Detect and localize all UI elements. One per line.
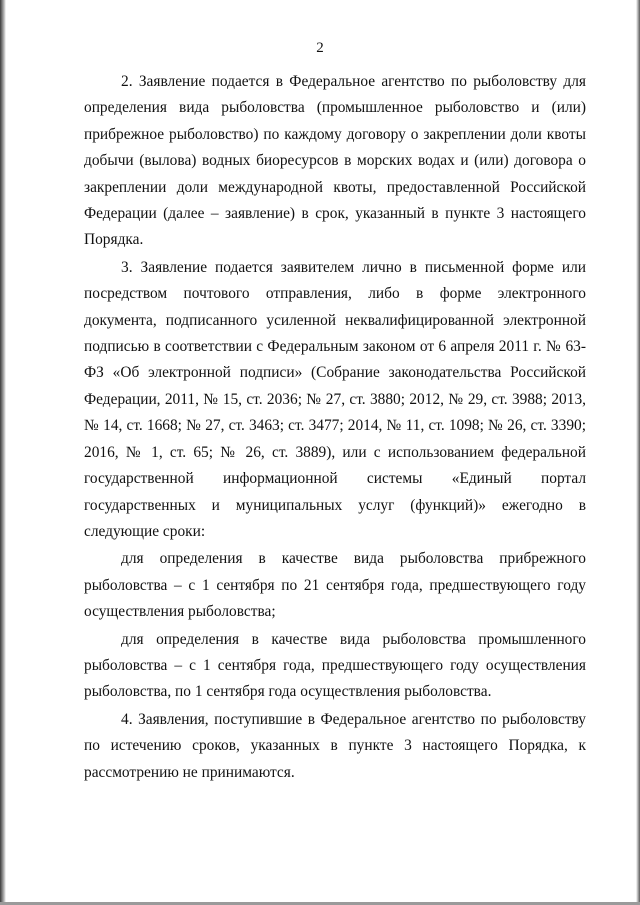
paragraph-item-2: 2. Заявление подается в Федеральное агентство по рыболовству для определения вида рыболовства (промышленное рыболовство и (или) прибрежное рыболовство) по каждому договору о закреплении доли квоты добычи (вылова) водных биоресурсов в морских водах и (или) договора о закреплении доли международной квоты, предоставленной Российской Федерации (далее – заявление) в срок, указанный в пункте 3 настоящего Порядка. xyxy=(84,73,586,249)
document-body xyxy=(84,69,586,786)
paragraph-item-3: 3. Заявление подается заявителем лично в письменной форме или посредством почтового отправления, либо в форме электронного документа, подписанного усиленной неквалифицированной электронной подписью в соответствии с Федеральным законом от 6 апреля 2011 г. № 63-ФЗ «Об электронной подписи» (Собрание законодательства Российской Федерации, 2011, № 15, ст. 2036; № 27, ст. 3880; 2012, № 29, ст. 3988; 2013, № 14, ст. 1668; № 27, ст. 3463; ст. 3477; 2014, № 11, ст. 1098; № 26, ст. 3390; 2016, № 1, ст. 65; № 26, ст. 3889), или с использованием федеральной государственной информационной системы «Единый портал государственных и муниципальных услуг (функций)» ежегодно в следующие сроки: xyxy=(84,258,586,540)
paragraph-deadline-industrial: для определения в качестве вида рыболовства промышленного рыболовства – с 1 сентября года, предшествующего году осуществления рыболовства, по 1 сентября года осуществления рыболовства. xyxy=(84,630,586,701)
scan-edge-left xyxy=(0,0,6,905)
paragraph-item-4: 4. Заявления, поступившие в Федеральное агентство по рыболовству по истечению сроков, указанных в пункте 3 настоящего Порядка, к рассмотрению не принимаются. xyxy=(84,710,586,781)
scan-edge-right xyxy=(636,0,640,905)
page-number: 2 xyxy=(316,40,324,56)
paragraph-deadline-coastal: для определения в качестве вида рыболовства прибрежного рыболовства – с 1 сентября по 21 сентября года, предшествующего году осуществления рыболовства; xyxy=(84,550,586,621)
